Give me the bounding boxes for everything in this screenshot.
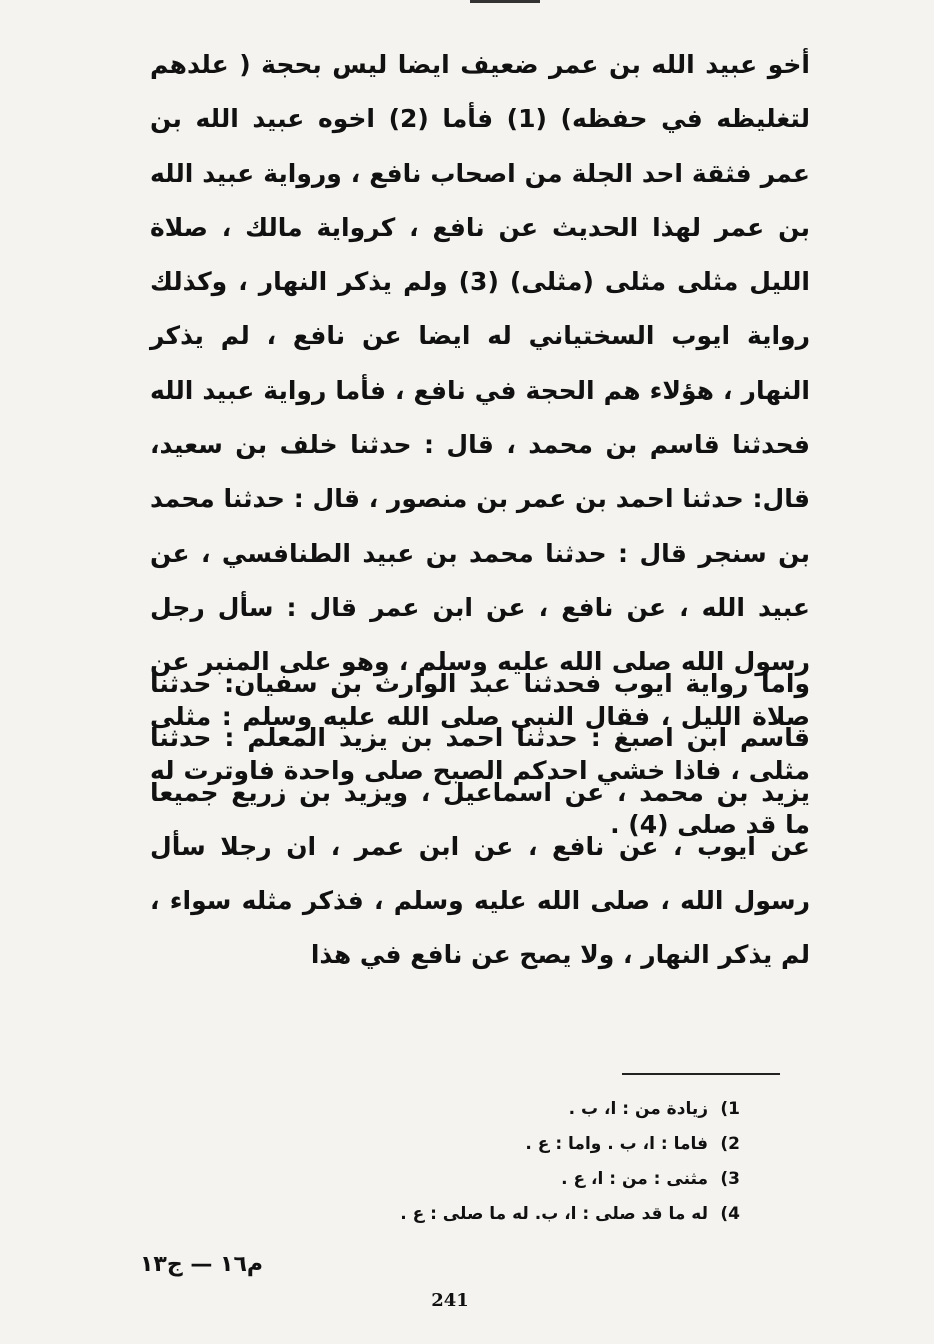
- footnote-text: مثنى : من : ا، ع .: [561, 1169, 708, 1189]
- footnote-item: [300, 1127, 740, 1162]
- top-edge-mark: [470, 0, 540, 3]
- footnote-text: زيادة من : ا، ب .: [568, 1099, 708, 1119]
- footnote-number: 3): [720, 1169, 740, 1189]
- footnote-item: [300, 1197, 740, 1232]
- footnote-number: 4): [720, 1204, 740, 1224]
- footnote-number: 1): [720, 1099, 740, 1119]
- footnotes-list: [300, 1092, 740, 1232]
- footnote-item: [300, 1092, 740, 1127]
- footnote-number: 2): [720, 1134, 740, 1154]
- paragraph-2: واما رواية ايوب فحدثنا عبد الوارث بن سفيان: حدثنا قاسم ابن اصبغ : حدثنا احمد بن يزيد المعلم : حدثنا يزيد بن محمد ، عن اسماعيل ، ويزيد بن زريع جميعا عن ايوب ، عن نافع ، عن ابن عمر ، ان رجلا سأل رسول الله ، صلى الله عليه وسلم ، فذكر مثله سواء ، لم يذكر النهار ، ولا يصح عن نافع في هذا: [150, 669, 810, 970]
- footnote-separator: [622, 1073, 780, 1075]
- paragraph-1: أخو عبيد الله بن عمر ضعيف ايضا ليس بحجة ( علدهم لتغليظه في حفظه) (1) فأما (2) اخوه عبيد الله بن عمر فثقة احد الجلة من اصحاب نافع ، ورواية عبيد الله بن عمر لهذا الحديث عن نافع ، كرواية مالك ، صلاة الليل مثلى مثلى (مثلى) (3) ولم يذكر النهار ، وكذلك رواية ايوب السختياني له ايضا عن نافع ، لم يذكر النهار ، هؤلاء هم الحجة في نافع ، فأما رواية عبيد الله فحدثنا قاسم بن محمد ، قال : حدثنا خلف بن سعيد، قال: حدثنا احمد بن عمر بن منصور ، قال : حدثنا محمد بن سنجر قال : حدثنا محمد بن عبيد الطنافسي ، عن عبيد الله ، عن نافع ، عن ابن عمر قال : سأل رجل رسول الله صلى الله عليه وسلم ، وهو على المنبر عن صلاة الليل ، فقال النبي صلى الله عليه وسلم : مثلى مثلى ، فاذا خشي احدكم الصبح صلى واحدة فاوترت له ما قد صلى (4) .: [150, 50, 810, 840]
- footnote-text: فاما : ا، ب . واما : ع .: [525, 1134, 708, 1154]
- footnote-item: [300, 1162, 740, 1197]
- printer-signature-mark: م١٦ — ج١٣: [140, 1252, 264, 1277]
- footnote-text: له ما قد صلى : ا، ب. له ما صلى : ع .: [400, 1204, 708, 1224]
- page-number: 241: [431, 1290, 469, 1311]
